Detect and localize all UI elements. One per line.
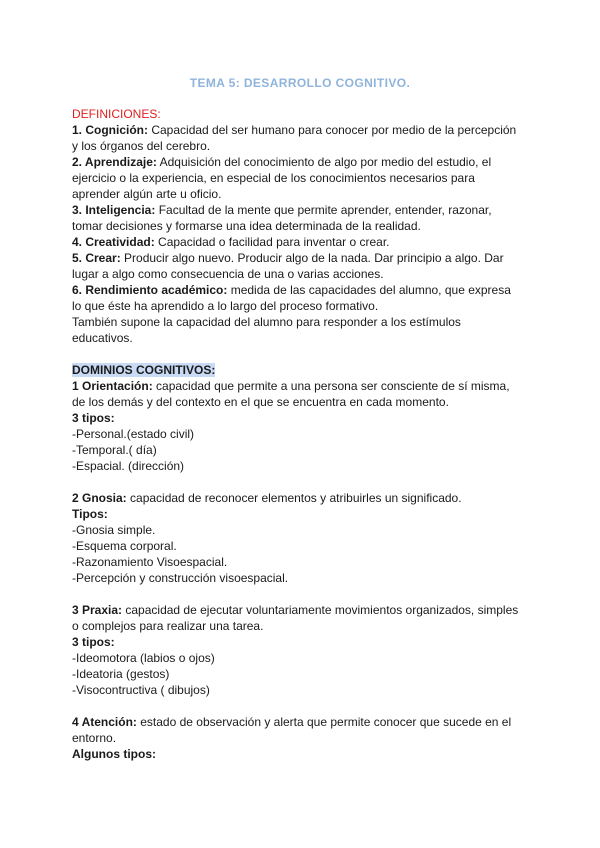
text-line: [72, 618, 532, 634]
line-text: Capacidad o facilidad para inventar o crear.: [154, 235, 390, 249]
text-line: [72, 538, 532, 554]
text-line: [72, 490, 532, 506]
line-text: capacidad de ejecutar voluntariamente movimientos organizados, simples: [122, 603, 519, 617]
text-line: [72, 234, 532, 250]
text-line: [72, 554, 532, 570]
bold-term: 3 tipos:: [72, 635, 115, 649]
gnosia-section: [72, 490, 532, 586]
line-text: lugar a algo como consecuencia de una o varias acciones.: [72, 267, 384, 281]
text-line: [72, 650, 532, 666]
line-text: y los órganos del cerebro.: [72, 139, 211, 153]
text-line: [72, 666, 532, 682]
text-line: [72, 314, 532, 330]
line-text: de los demás y del contexto en el que se encuentra en cada momento.: [72, 395, 449, 409]
bold-term: Tipos:: [72, 507, 108, 521]
line-text: -Ideomotora (labios o ojos): [72, 651, 215, 665]
text-line: [72, 186, 532, 202]
text-line: [72, 730, 532, 746]
bold-term: 6. Rendimiento académico:: [72, 283, 228, 297]
text-line: [72, 250, 532, 266]
line-text: capacidad de reconocer elementos y atribuirles un significado.: [126, 491, 462, 505]
document-title: TEMA 5: DESARROLLO COGNITIVO.: [189, 76, 411, 90]
line-text: -Esquema corporal.: [72, 539, 177, 553]
bold-term: 1 Orientación:: [72, 379, 153, 393]
text-line: [72, 522, 532, 538]
line-text: entorno.: [72, 731, 117, 745]
line-text: capacidad que permite a una persona ser consciente de sí misma,: [152, 379, 510, 393]
document-body: [72, 106, 532, 762]
line-text: -Visocontructiva ( dibujos): [72, 683, 210, 697]
line-text: ejercicio o la experiencia, en especial de los conocimientos necesarios para: [72, 171, 475, 185]
bold-term: 3. Inteligencia:: [72, 203, 156, 217]
line-text: aprender algún arte u oficio.: [72, 187, 222, 201]
line-text: -Gnosia simple.: [72, 523, 156, 537]
line-text: medida de las capacidades del alumno, que expresa: [227, 283, 511, 297]
bold-term: 3 Praxia:: [72, 603, 123, 617]
line-text: tomar decisiones y formarse una idea determinada de la realidad.: [72, 219, 421, 233]
line-text: -Espacial. (dirección): [72, 459, 185, 473]
line-text: estado de observación y alerta que permite conocer que sucede en el: [136, 715, 512, 729]
text-line: [72, 330, 532, 346]
text-line: [72, 602, 532, 618]
text-line: [72, 154, 532, 170]
bold-term: 3 tipos:: [72, 411, 115, 425]
text-line: [72, 426, 532, 442]
text-line: [72, 170, 532, 186]
line-text: -Percepción y construcción visoespacial.: [72, 571, 289, 585]
line-text: También supone la capacidad del alumno para responder a los estímulos: [72, 315, 461, 329]
text-line: [72, 378, 532, 394]
bold-term: 4 Atención:: [72, 715, 137, 729]
atencion-section: [72, 714, 532, 762]
text-line: [72, 266, 532, 282]
text-line: [72, 282, 532, 298]
text-line: [72, 202, 532, 218]
line-text: Facultad de la mente que permite aprender, entender, razonar,: [155, 203, 492, 217]
text-line: [72, 442, 532, 458]
line-text: o complejos para realizar una tarea.: [72, 619, 264, 633]
text-line: [72, 682, 532, 698]
text-line: [72, 394, 532, 410]
line-text: lo que éste ha aprendido a lo largo del proceso formativo.: [72, 299, 379, 313]
text-line: [72, 746, 532, 762]
line-text: -Ideatoria (gestos): [72, 667, 170, 681]
text-line: [72, 714, 532, 730]
bold-term: 5. Crear:: [72, 251, 121, 265]
definiciones-list: [72, 122, 532, 346]
text-line: [72, 634, 532, 650]
line-text: educativos.: [72, 331, 133, 345]
text-line: [72, 570, 532, 586]
line-text: -Temporal.( día): [72, 443, 157, 457]
bold-term: 1. Cognición:: [72, 123, 148, 137]
orientacion-section: [72, 378, 532, 474]
text-line: [72, 138, 532, 154]
line-text: Capacidad del ser humano para conocer por medio de la percepción: [148, 123, 517, 137]
text-line: [72, 410, 532, 426]
bold-term: 4. Creatividad:: [72, 235, 155, 249]
bold-term: 2. Aprendizaje:: [72, 155, 157, 169]
praxia-section: [72, 602, 532, 698]
bold-term: 2 Gnosia:: [72, 491, 127, 505]
bold-term: Algunos tipos:: [72, 747, 156, 761]
line-text: -Personal.(estado civil): [72, 427, 195, 441]
text-line: [72, 458, 532, 474]
dominios-heading: DOMINIOS COGNITIVOS:: [72, 363, 216, 377]
line-text: -Razonamiento Visoespacial.: [72, 555, 228, 569]
line-text: Adquisición del conocimiento de algo por medio del estudio, el: [156, 155, 492, 169]
text-line: [72, 122, 532, 138]
text-line: [72, 298, 532, 314]
text-line: [72, 218, 532, 234]
text-line: [72, 506, 532, 522]
definiciones-heading: DEFINICIONES:: [72, 107, 161, 121]
line-text: Producir algo nuevo. Producir algo de la nada. Dar principio a algo. Dar: [120, 251, 504, 265]
